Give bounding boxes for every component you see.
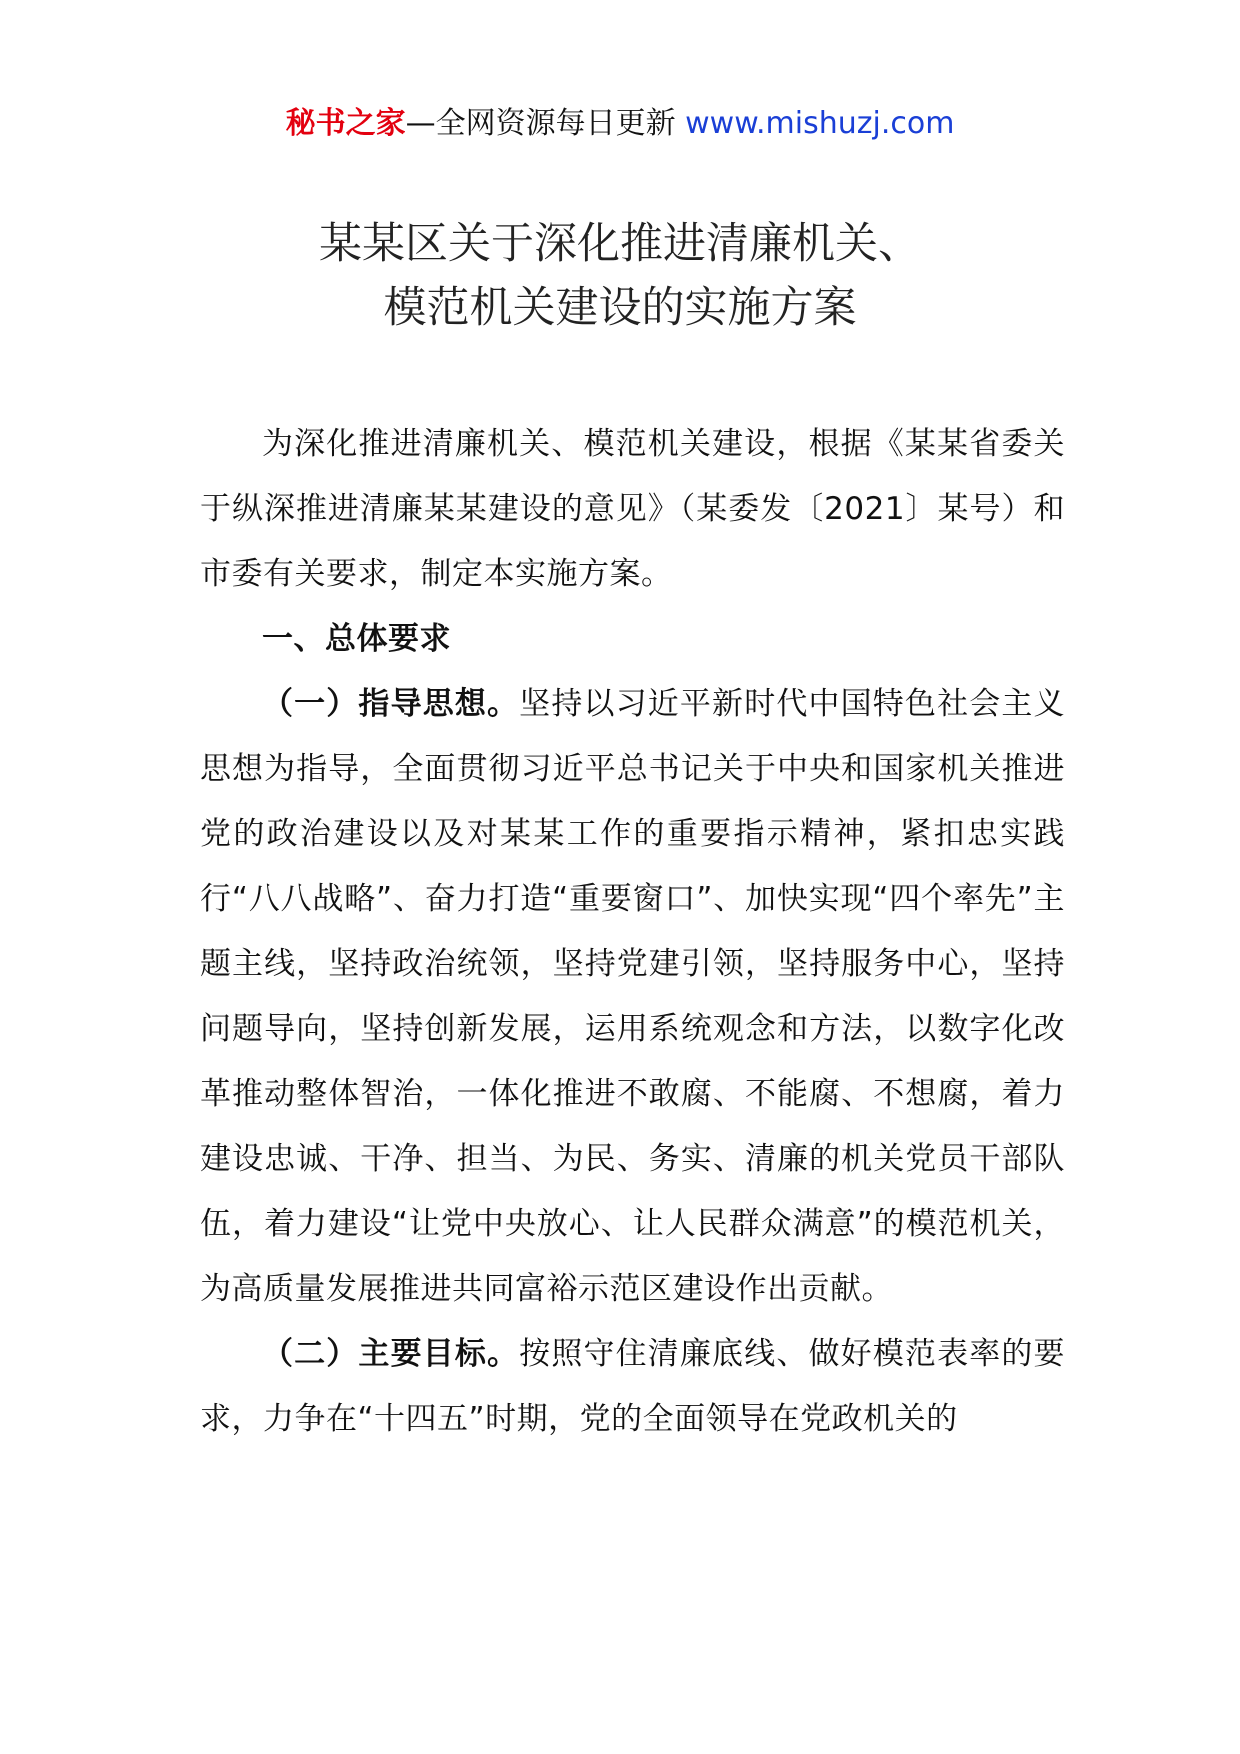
paragraph-label: （一）指导思想。 (262, 686, 520, 722)
site-header (0, 104, 1240, 144)
document-body (200, 412, 1065, 1452)
brand-name: 秘书之家 (285, 106, 406, 141)
document-title (0, 212, 1240, 340)
title-line-1: 某某区关于深化推进清廉机关、 (319, 219, 921, 269)
intro-paragraph: 为深化推进清廉机关、模范机关建设，根据《某某省委关于纵深推进清廉某某建设的意见》（某委发〔2021〕某号）和市委有关要求，制定本实施方案。 (200, 426, 1065, 592)
main-goals-paragraph (200, 1322, 1065, 1452)
header-slogan: —全网资源每日更新 (405, 106, 686, 141)
paragraph-text: 按照守住清廉底线、做好模范表率的要求，力争在“十四五”时期，党的全面领导在党政机关的 (200, 1336, 1066, 1437)
paragraph-label: （二）主要目标。 (262, 1336, 520, 1372)
section-heading: 一、总体要求 (262, 621, 451, 657)
title-line-2: 模范机关建设的实施方案 (383, 283, 857, 333)
guiding-ideology-paragraph (200, 672, 1065, 1322)
paragraph-text: 坚持以习近平新时代中国特色社会主义思想为指导，全面贯彻习近平总书记关于中央和国家机关推进党的政治建设以及对某某工作的重要指示精神，紧扣忠实践行“八八战略”、奋力打造“重要窗口”、加快实现“四个率先”主题主线，坚持政治统领，坚持党建引领，坚持服务中心，坚持问题导向，坚持创新发展，运用系统观念和方法，以数字化改革推动整体智治，一体化推进不敢腐、不能腐、不想腐，着力建设忠诚、干净、担当、为民、务实、清廉的机关党员干部队伍，着力建设“让党中央放心、让人民群众满意”的模范机关，为高质量发展推进共同富裕示范区建设作出贡献。 (200, 686, 1066, 1307)
site-url[interactable]: www.mishuzj.com (685, 106, 955, 141)
